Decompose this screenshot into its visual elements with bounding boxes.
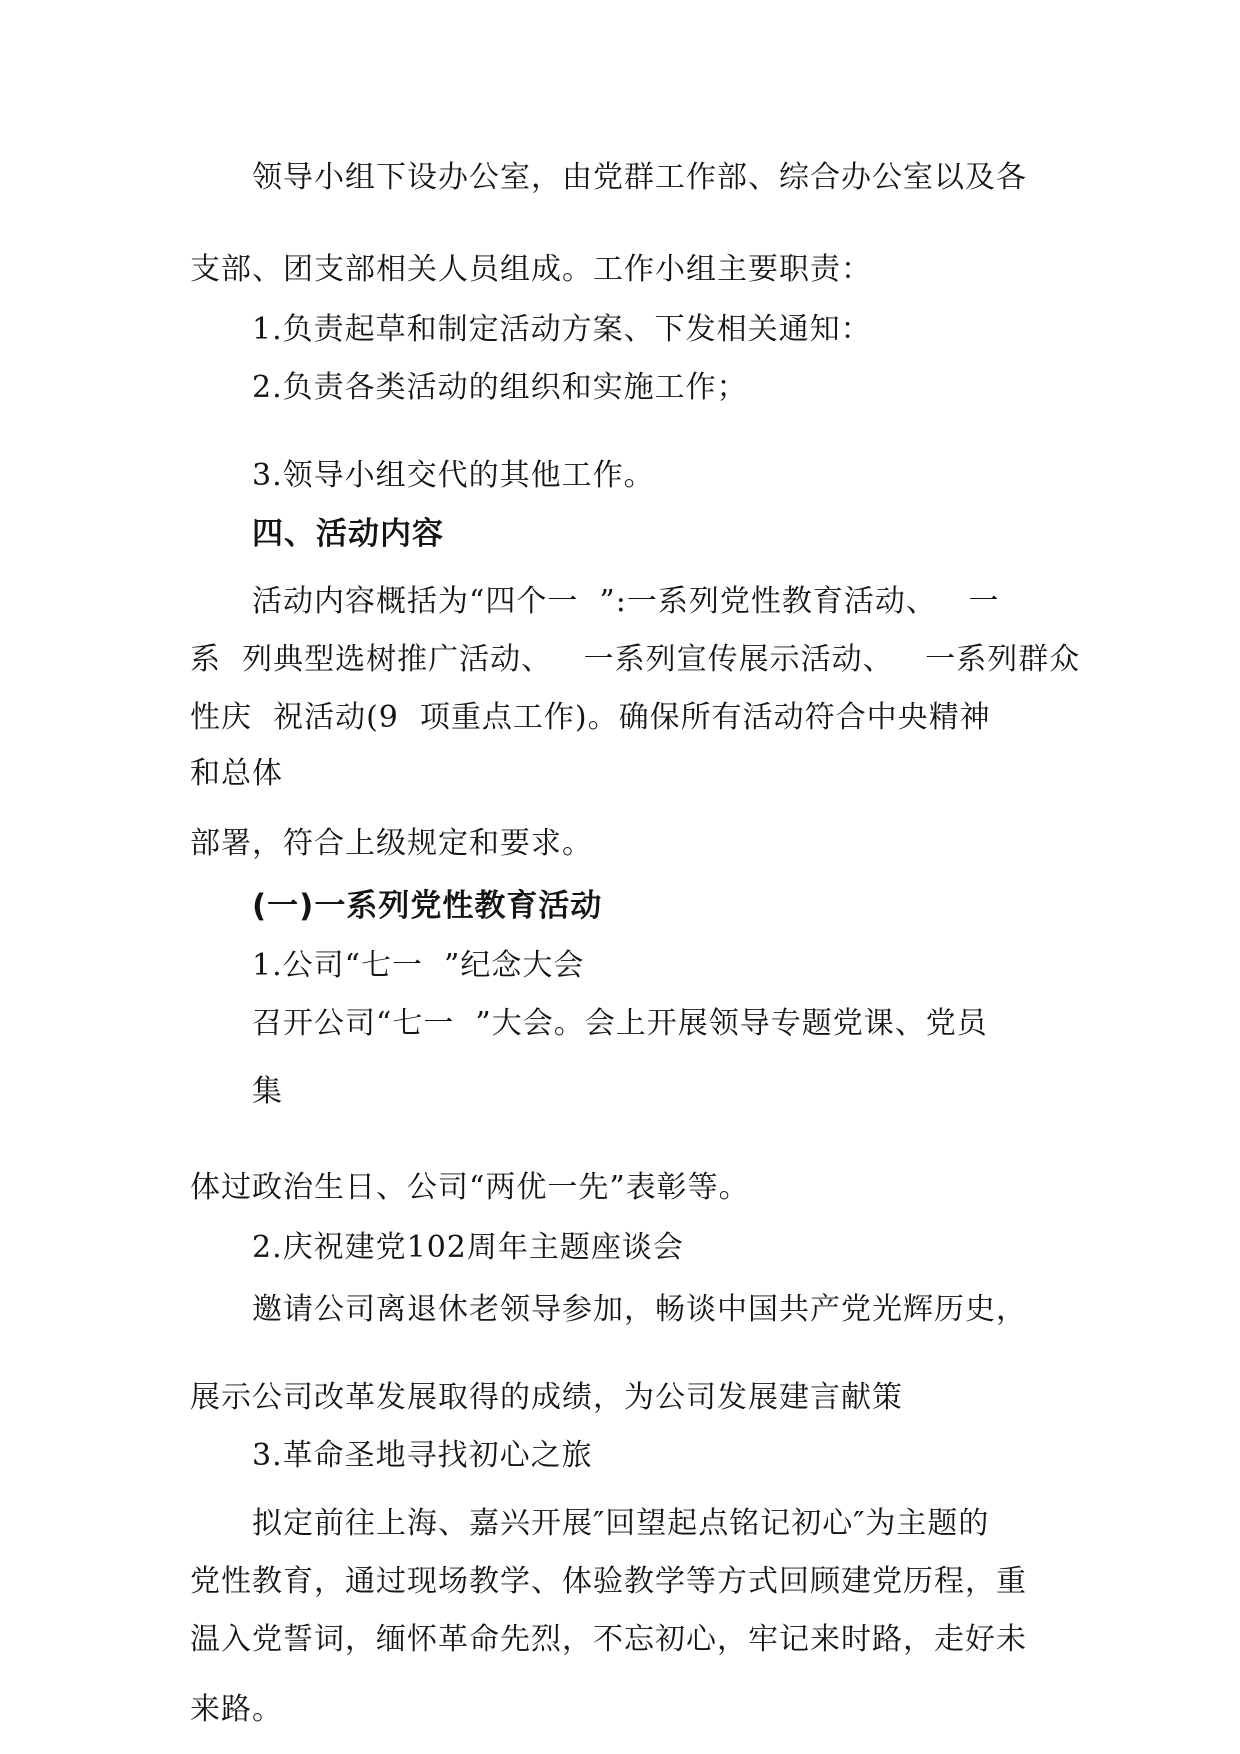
paragraph-content-line-1: 活动内容概括为“四个一 ”:一系列党性教育活动、 一 <box>252 584 1000 619</box>
duty-item-2: 2.负责各类活动的组织和实施工作； <box>252 370 748 405</box>
item-1-title: 1.公司“七一 ”纪念大会 <box>252 948 585 983</box>
paragraph-office-line-1: 领导小组下设办公室，由党群工作部、综合办公室以及各 <box>252 160 1027 195</box>
item-2-title: 2.庆祝建党102周年主题座谈会 <box>252 1230 684 1265</box>
paragraph-content-line-5: 部署，符合上级规定和要求。 <box>190 826 593 861</box>
paragraph-content-line-2: 系 列典型选树推广活动、 一系列宣传展示活动、 一系列群众 <box>190 642 1081 677</box>
item-1-line-3: 体过政治生日、公司“两优一先”表彰等。 <box>190 1170 750 1205</box>
paragraph-content-line-3: 性庆 祝活动(9 项重点工作)。确保所有活动符合中央精神 <box>190 700 991 735</box>
section-heading-activity-content: 四、活动内容 <box>252 516 444 552</box>
duty-item-3: 3.领导小组交代的其他工作。 <box>252 458 655 493</box>
paragraph-content-line-4: 和总体 <box>190 756 283 791</box>
duty-item-1: 1.负责起草和制定活动方案、下发相关通知： <box>252 312 872 347</box>
item-3-title: 3.革命圣地寻找初心之旅 <box>252 1438 593 1473</box>
item-3-line-3: 温入党誓词，缅怀革命先烈，不忘初心，牢记来时路，走好未 <box>190 1622 1027 1657</box>
item-1-line-2: 集 <box>252 1074 283 1109</box>
item-1-line-1: 召开公司“七一 ”大会。会上开展领导专题党课、党员 <box>252 1006 988 1041</box>
paragraph-office-line-2: 支部、团支部相关人员组成。工作小组主要职责： <box>190 252 872 287</box>
subsection-heading-party-education: (一)一系列党性教育活动 <box>252 888 603 924</box>
item-3-line-2: 党性教育，通过现场教学、体验教学等方式回顾建党历程，重 <box>190 1564 1027 1599</box>
item-3-line-4: 来路。 <box>190 1692 283 1727</box>
item-3-line-1: 拟定前往上海、嘉兴开展″回望起点铭记初心″为主题的 <box>252 1506 990 1541</box>
item-2-line-1: 邀请公司离退休老领导参加，畅谈中国共产党光辉历史， <box>252 1292 1027 1327</box>
item-2-line-2: 展示公司改革发展取得的成绩，为公司发展建言献策 <box>190 1380 903 1415</box>
